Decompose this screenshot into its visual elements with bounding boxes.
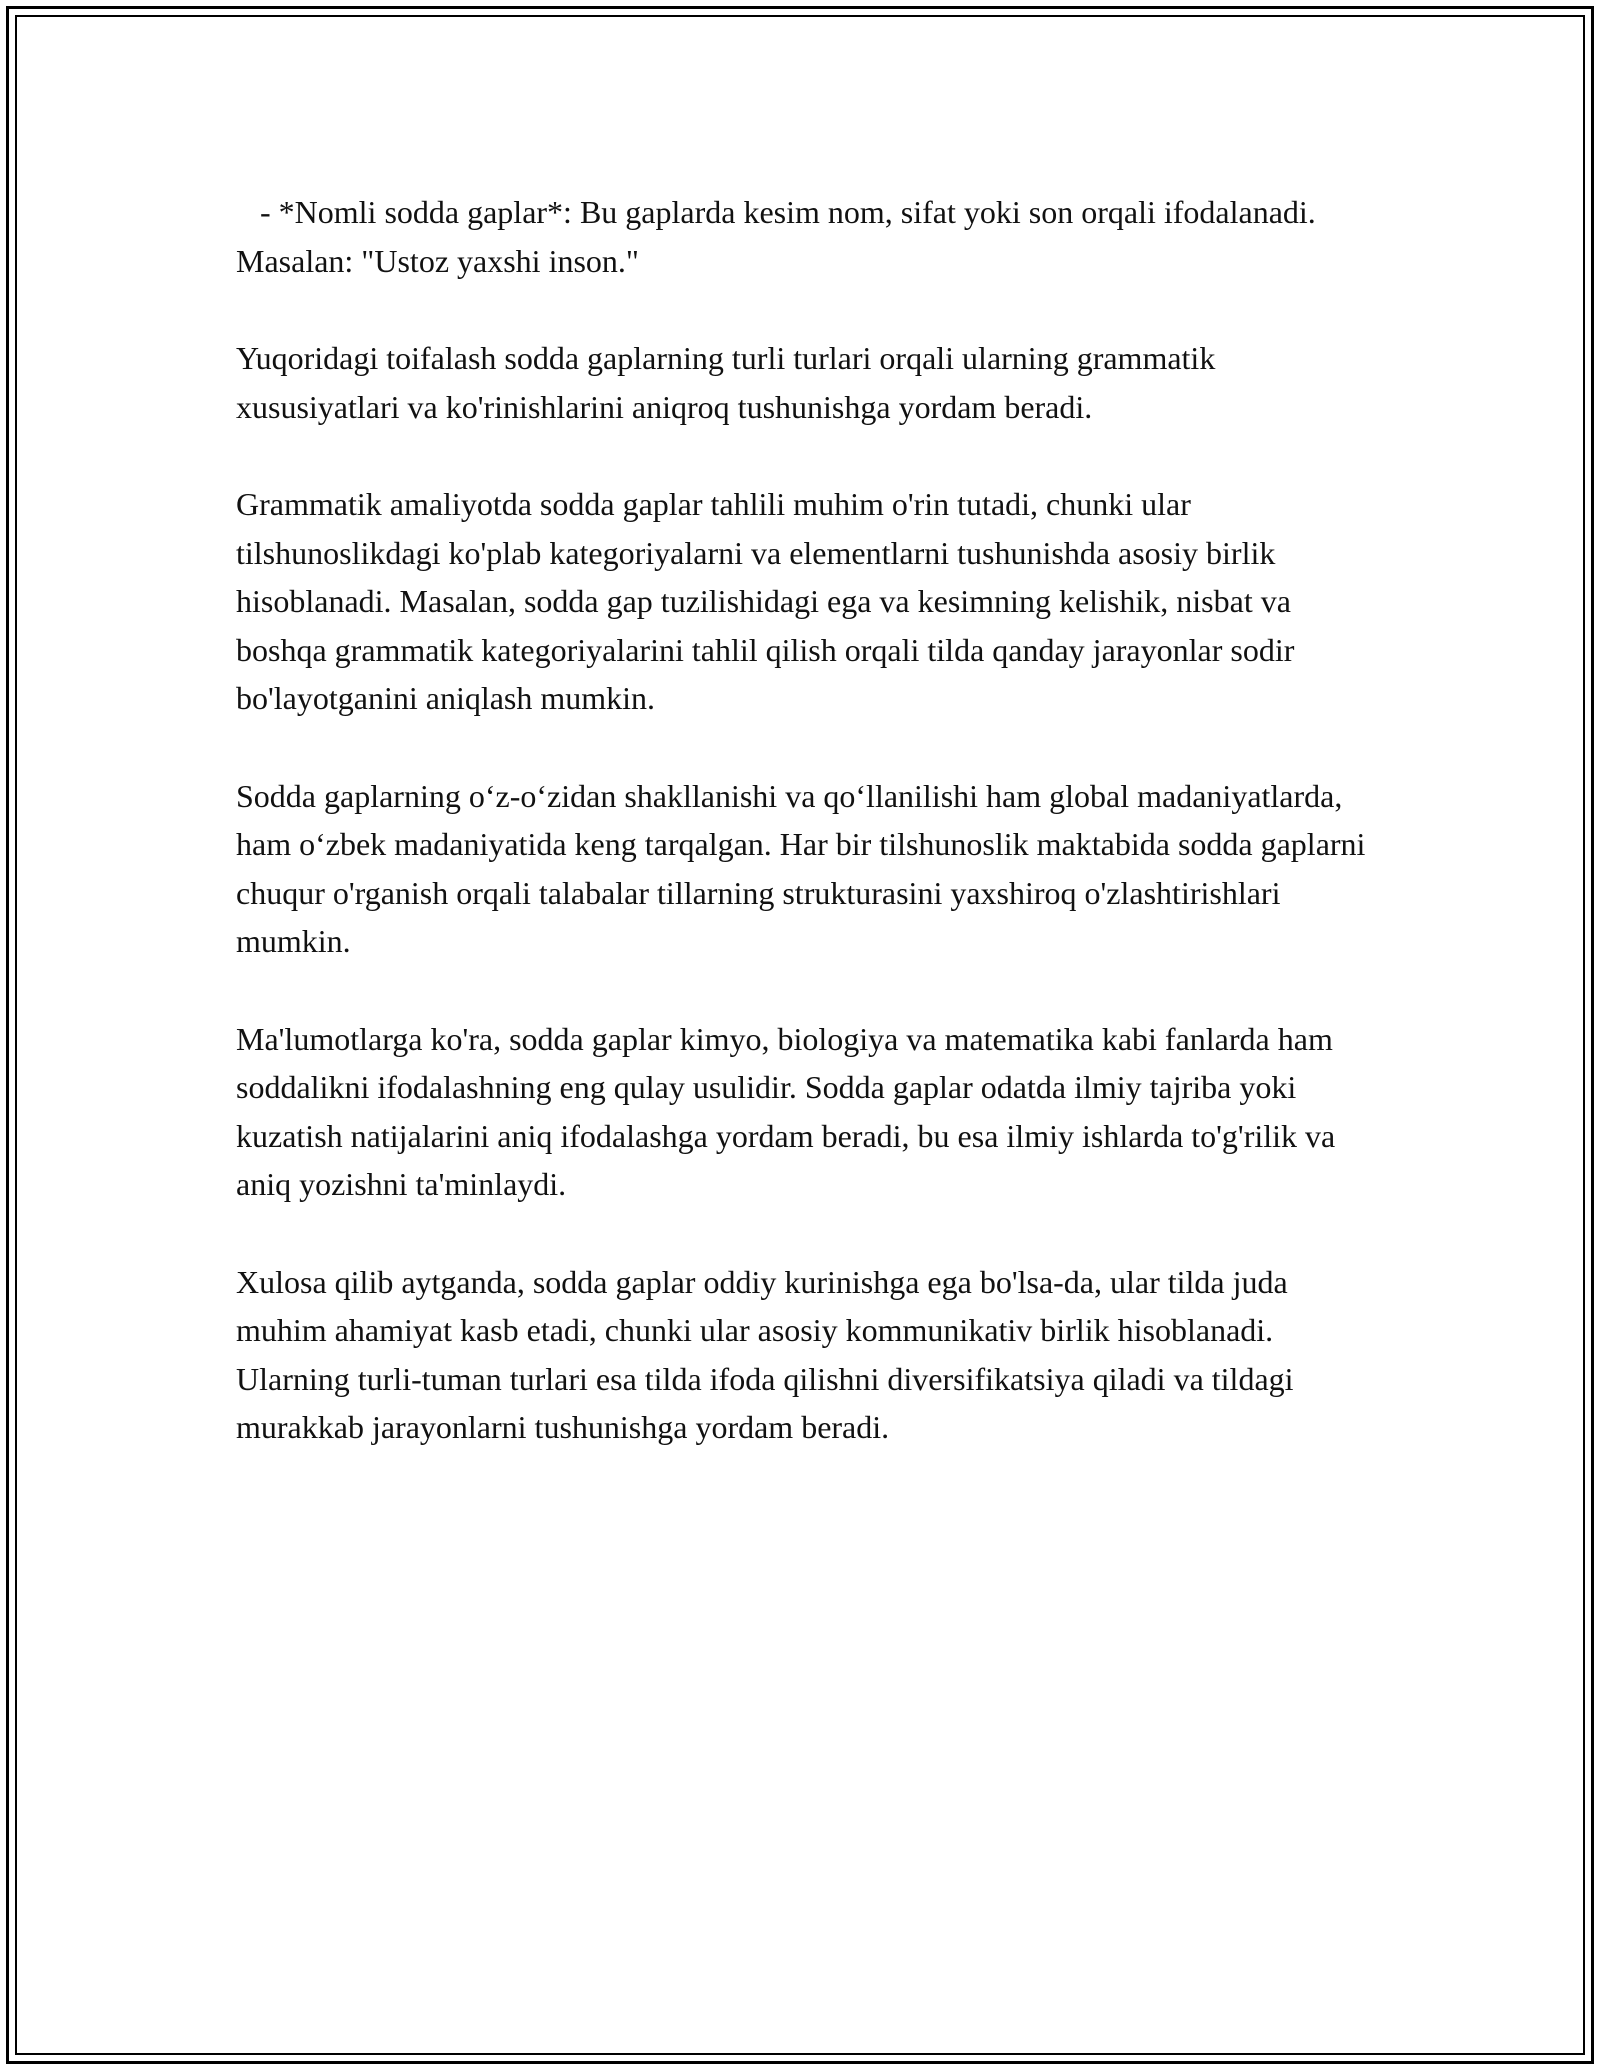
paragraph-toifalash: Yuqoridagi toifalash sodda gaplarning turli turlari orqali ularning grammatik xususiyatlari va ko'rinishlarini aniqroq tushunishga yordam beradi.: [236, 340, 1216, 425]
paragraph-nomli-sodda-gaplar: - *Nomli sodda gaplar*: Bu gaplarda kesim nom, sifat yoki son orqali ifodalanadi. Masalan: "Ustoz yaxshi inson.": [236, 194, 1316, 279]
paragraph-xulosa: Xulosa qilib aytganda, sodda gaplar oddiy kurinishga ega bo'lsa-da, ular tilda juda muhim ahamiyat kasb etadi, chunki ular asosiy kommunikativ birlik hisoblanadi. Ularning turli-tuman turlari esa tilda ifoda qilishni diversifikatsiya qiladi va tildagi murakkab jarayonlarni tushunishga yordam beradi.: [236, 1263, 1294, 1445]
paragraph-malumotlar: Ma'lumotlarga ko'ra, sodda gaplar kimyo, biologiya va matematika kabi fanlarda ham soddalikni ifodalashning eng qulay usulidir. Sodda gaplar odatda ilmiy tajriba yoki kuzatish natijalarini aniq ifodalashga yordam beradi, bu esa ilmiy ishlarda to'g'rilik va aniq yozishni ta'minlaydi.: [236, 1020, 1336, 1202]
paragraph-grammatik-amaliyot: Grammatik amaliyotda sodda gaplar tahlili muhim o'rin tutadi, chunki ular tilshunoslikdagi ko'plab kategoriyalarni va elementlarni tushunishda asosiy birlik hisoblanadi. Masalan, sodda gap tuzilishidagi ega va kesimning kelishik, nisbat va boshqa grammatik kategoriyalarini tahlil qilish orqali tilda qanday jarayonlar sodir bo'layotganini aniqlash mumkin.: [236, 486, 1295, 716]
paragraph-madaniyat: Sodda gaplarning o‘z-o‘zidan shakllanishi va qo‘llanilishi ham global madaniyatlarda, ham o‘zbek madaniyatida keng tarqalgan. Har bir tilshunoslik maktabida sodda gaplarni chuqur o'rganish orqali talabalar tillarning strukturasini yaxshiroq o'zlashtirishlari mumkin.: [236, 777, 1366, 959]
document-body: [236, 188, 1376, 1501]
